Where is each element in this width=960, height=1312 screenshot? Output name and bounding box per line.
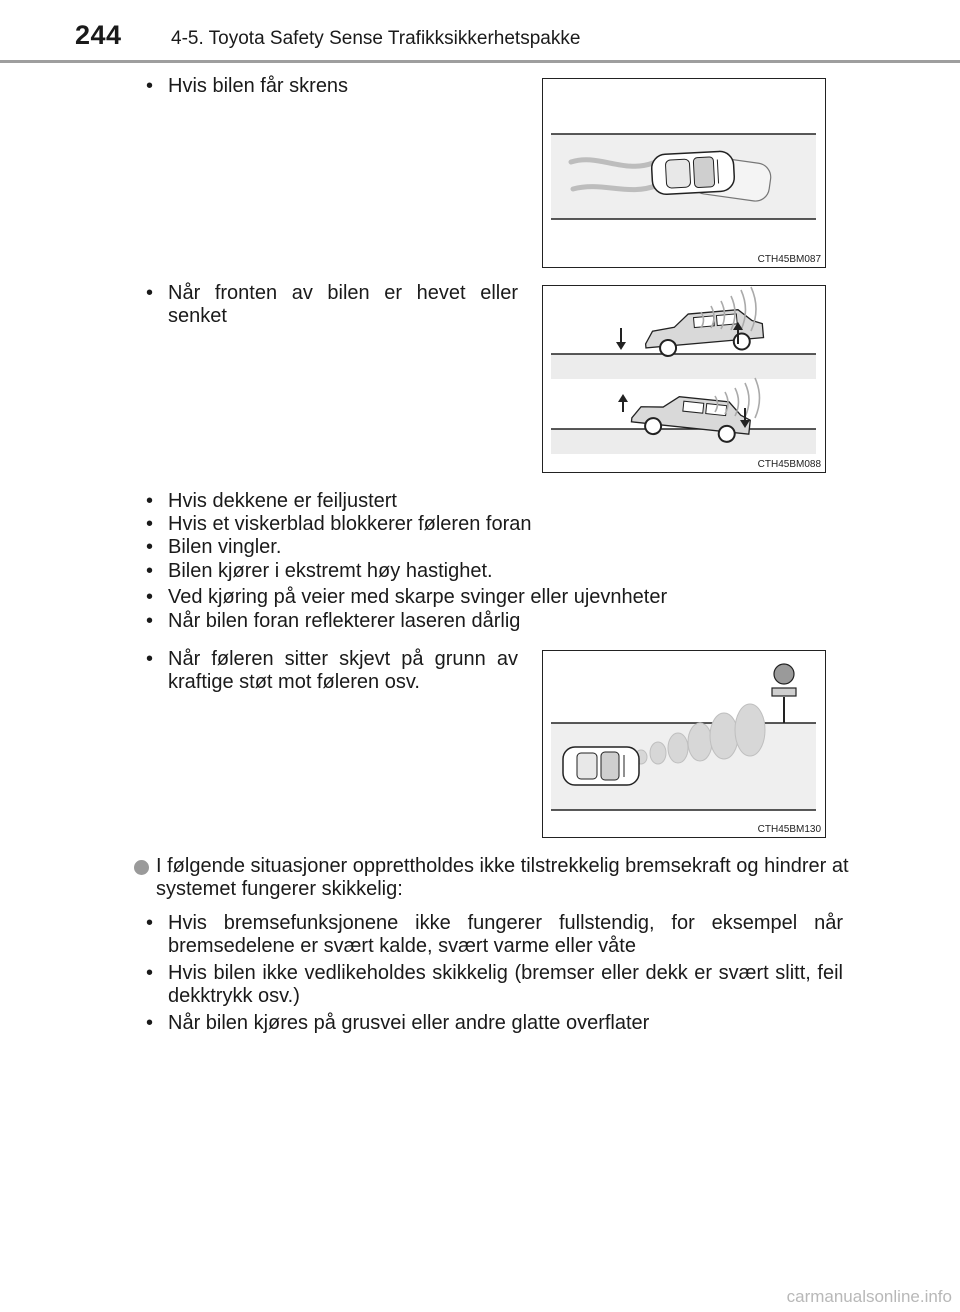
figure-code: CTH45BM087 <box>757 254 821 265</box>
bullet-skid: • Hvis bilen får skrens <box>143 75 523 98</box>
page-number: 244 <box>75 20 122 50</box>
bullet-sharp-curves: • Ved kjøring på veier med skarpe svinger eller ujevnheter <box>143 586 843 609</box>
header-divider <box>0 60 960 63</box>
circle-bullet-icon <box>134 860 149 875</box>
figure-code: CTH45BM130 <box>757 824 821 835</box>
page-header <box>0 0 960 62</box>
watermark: carmanualsonline.info <box>786 1287 952 1306</box>
bullet-front-raised: • Når fronten av bilen er hevet eller senket <box>143 282 518 328</box>
brake-force-paragraph: I følgende situasjoner opprettholdes ikke tilstrekkelig bremsekraft og hindrer at systemet fungerer skikkelig: <box>156 855 849 900</box>
figure-skid <box>542 78 826 268</box>
figure-front-raised <box>542 285 826 473</box>
bullet-maintenance: • Hvis bilen ikke vedlikeholdes skikkelig (bremser eller dekk er svært slitt, feil dekktrykk osv.) <box>143 962 843 1008</box>
bullet-high-speed: • Bilen kjører i ekstremt høy hastighet. <box>143 560 843 583</box>
figure-sensor-misaligned <box>542 650 826 838</box>
bullet-gravel-road: • Når bilen kjøres på grusvei eller andre glatte overflater <box>143 1012 843 1035</box>
bullet-tires-misaligned: • Hvis dekkene er feiljustert <box>143 490 843 513</box>
figure-code: CTH45BM088 <box>757 459 821 470</box>
bullet-vehicle-sways: • Bilen vingler. <box>143 536 843 559</box>
bullet-wiper-blocks: • Hvis et viskerblad blokkerer føleren foran <box>143 513 843 536</box>
section-title: 4-5. Toyota Safety Sense Trafikksikkerhetspakke <box>171 28 581 49</box>
bullet-poor-reflection: • Når bilen foran reflekterer laseren dårlig <box>143 610 843 633</box>
sensor-beam-illustration <box>543 651 825 837</box>
pitch-illustration <box>543 286 825 472</box>
bullet-brake-function: • Hvis bremsefunksjonene ikke fungerer fullstendig, for eksempel når bremsedelene er svært kalde, svært varme eller våte <box>143 912 843 958</box>
bullet-sensor-misaligned: • Når føleren sitter skjevt på grunn av kraftige støt mot føleren osv. <box>143 648 518 694</box>
skid-illustration <box>543 79 825 267</box>
